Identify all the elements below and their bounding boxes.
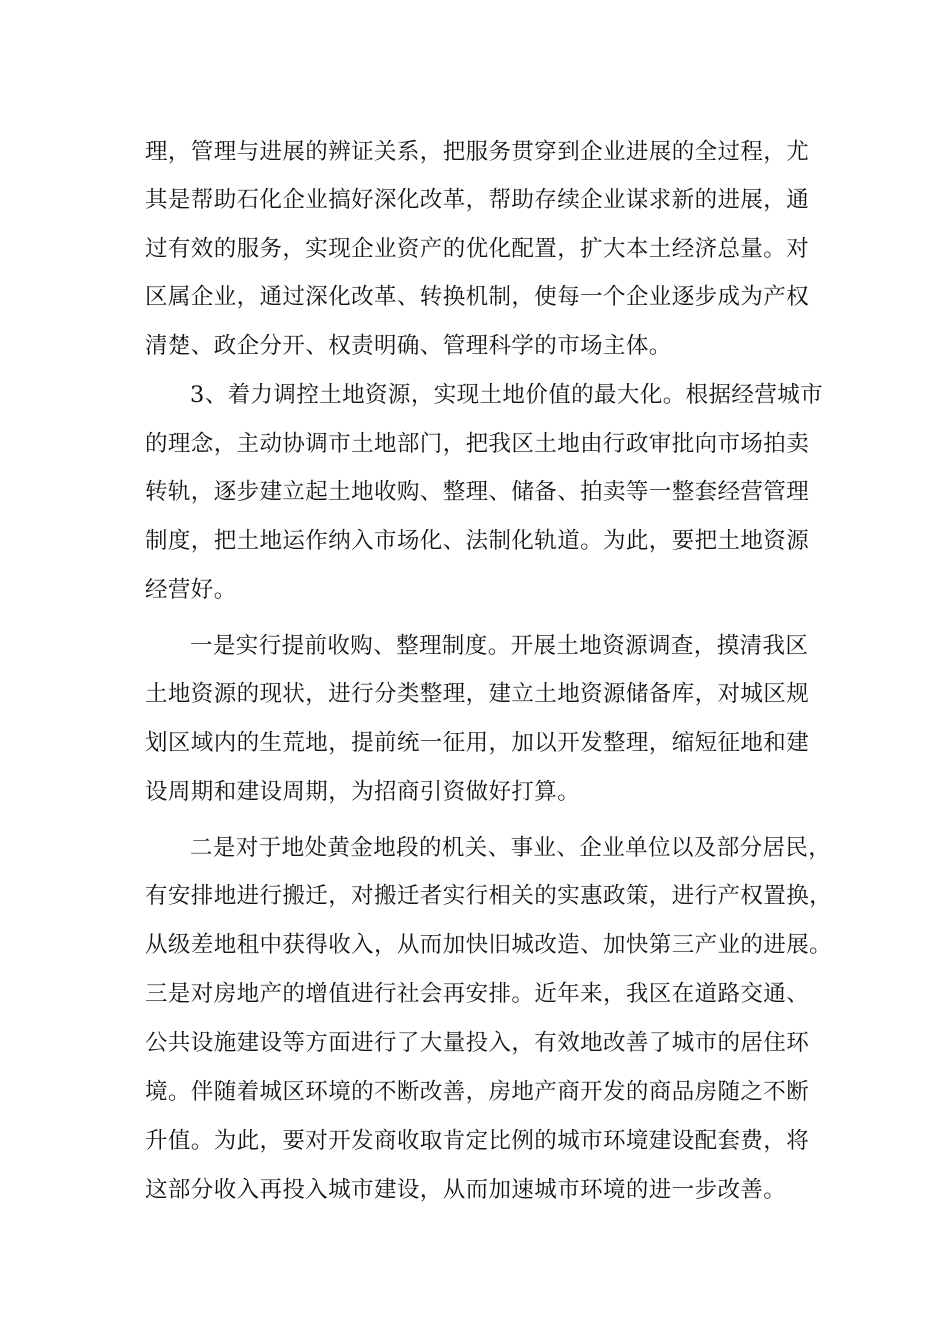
text-line: 设周期和建设周期，为招商引资做好打算。 [145,779,581,805]
text-line: 3、着力调控土地资源，实现土地价值的最大化。根据经营城市 [190,382,824,408]
text-line: 过有效的服务，实现企业资产的优化配置，扩大本土经济总量。对 [145,236,810,262]
text-line: 升值。为此，要对开发商收取肯定比例的城市环境建设配套费，将 [145,1128,810,1154]
text-line: 土地资源的现状，进行分类整理，建立土地资源储备库，对城区规 [145,681,810,707]
text-line: 区属企业，通过深化改革、转换机制，使每一个企业逐步成为产权 [145,284,810,310]
text-line: 境。伴随着城区环境的不断改善，房地产商开发的商品房随之不断 [145,1079,810,1105]
text-line: 其是帮助石化企业搞好深化改革，帮助存续企业谋求新的进展，通 [145,187,810,213]
text-line: 理，管理与进展的辨证关系，把服务贯穿到企业进展的全过程，尤 [145,139,810,165]
text-line: 清楚、政企分开、权责明确、管理科学的市场主体。 [145,333,672,359]
text-line: 制度，把土地运作纳入市场化、法制化轨道。为此，要把土地资源 [145,528,810,554]
text-line: 划区域内的生荒地，提前统一征用，加以开发整理，缩短征地和建 [145,730,810,756]
text-line: 一是实行提前收购、整理制度。开展土地资源调查，摸清我区 [190,633,809,659]
text-line: 三是对房地产的增值进行社会再安排。近年来，我区在道路交通、 [145,981,810,1007]
text-line: 二是对于地处黄金地段的机关、事业、企业单位以及部分居民， [190,835,832,861]
text-line: 从级差地租中获得收入，从而加快旧城改造、加快第三产业的进展。 [145,932,833,958]
text-line: 有安排地进行搬迁，对搬迁者实行相关的实惠政策，进行产权置换， [145,883,833,909]
text-line: 经营好。 [145,577,237,603]
text-line: 转轨，逐步建立起土地收购、整理、储备、拍卖等一整套经营管理 [145,479,810,505]
text-line: 公共设施建设等方面进行了大量投入，有效地改善了城市的居住环 [145,1030,810,1056]
text-line: 的理念，主动协调市土地部门，把我区土地由行政审批向市场拍卖 [145,431,810,457]
text-line: 这部分收入再投入城市建设，从而加速城市环境的进一步改善。 [145,1177,787,1203]
